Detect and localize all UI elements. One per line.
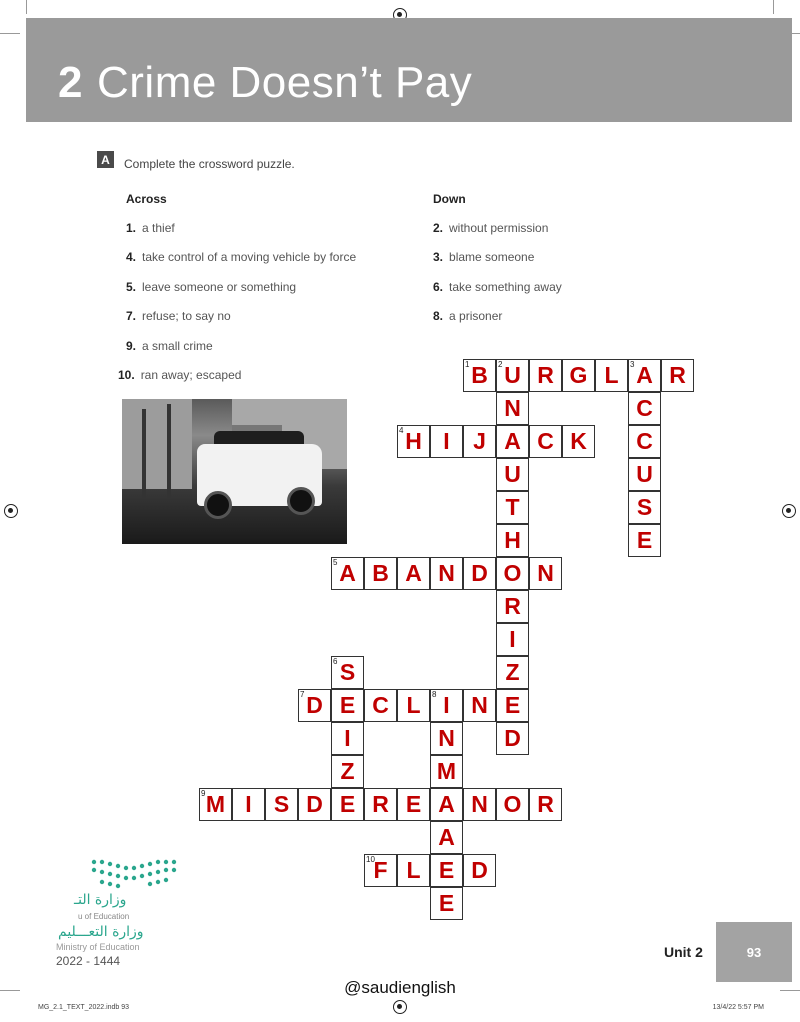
crossword-letter: R [537, 791, 554, 817]
crossword-letter: O [503, 560, 522, 586]
crossword-cell[interactable] [430, 557, 463, 590]
crossword-letter: I [443, 428, 450, 454]
crossword-cell[interactable] [496, 524, 529, 557]
crossword-letter: E [405, 791, 422, 817]
crossword-cell[interactable] [397, 854, 430, 887]
crossword-letter: S [273, 791, 290, 817]
crossword-letter: L [604, 362, 619, 388]
crossword-cell[interactable] [430, 854, 463, 887]
crossword-cell[interactable] [562, 425, 595, 458]
crossword-clue-number: 2 [498, 360, 503, 369]
across-clue: 7. refuse; to say no [126, 309, 231, 323]
crossword-letter: A [438, 824, 455, 850]
crossword-letter: U [636, 461, 653, 487]
crossword-cell[interactable] [463, 359, 496, 392]
down-clue: 6. take something away [433, 280, 562, 294]
crossword-cell[interactable] [397, 557, 430, 590]
crossword-cell[interactable] [397, 425, 430, 458]
crossword-letter: D [471, 560, 488, 586]
down-clue: 3. blame someone [433, 250, 535, 264]
crossword-cell[interactable] [364, 689, 397, 722]
crossword-cell[interactable] [628, 458, 661, 491]
crossword-letter: U [504, 461, 521, 487]
crossword-cell[interactable] [496, 788, 529, 821]
crossword-letter: A [438, 791, 455, 817]
crossword-cell[interactable] [463, 854, 496, 887]
crossword-letter: U [504, 362, 521, 388]
ministry-name-english: u of Education [78, 912, 130, 921]
unit-number: 2 [58, 58, 83, 107]
crossword-cell[interactable] [430, 755, 463, 788]
crossword-cell[interactable] [628, 524, 661, 557]
crossword-letter: F [373, 857, 388, 883]
social-handle: @saudienglish [344, 978, 456, 997]
crossword-cell[interactable] [496, 689, 529, 722]
crossword-letter: M [205, 791, 226, 817]
crossword-cell[interactable] [331, 656, 364, 689]
ministry-name-arabic: وزارة التـ [74, 892, 127, 908]
ministry-name-english-full: Ministry of Education [56, 942, 140, 952]
crossword-cell[interactable] [364, 557, 397, 590]
crossword-letter: N [471, 791, 488, 817]
crossword-letter: C [372, 692, 389, 718]
crossword-cell[interactable] [463, 788, 496, 821]
exercise-badge: A [97, 151, 114, 168]
crossword-letter: G [569, 362, 588, 388]
crossword-letter: C [636, 395, 653, 421]
crossword-cell[interactable] [397, 689, 430, 722]
crossword-clue-number: 5 [333, 558, 338, 567]
crossword-cell[interactable] [628, 425, 661, 458]
crossword-cell[interactable] [496, 623, 529, 656]
across-clue: 10. ran away; escaped [118, 368, 242, 382]
crossword-letter: E [339, 791, 356, 817]
crossword-clue-number: 4 [399, 426, 404, 435]
crossword-letter: N [438, 725, 455, 751]
ministry-logo-icon [90, 856, 182, 890]
ministry-logo [52, 852, 202, 972]
crossword-letter: H [504, 527, 521, 553]
crossword-letter: N [438, 560, 455, 586]
crossword-cell[interactable] [628, 359, 661, 392]
unit-label: Unit 2 [664, 944, 703, 960]
crossword-letter: R [372, 791, 389, 817]
crossword-cell[interactable] [496, 458, 529, 491]
across-clue: 4. take control of a moving vehicle by force [126, 250, 357, 264]
crossword-cell[interactable] [529, 359, 562, 392]
crossword-letter: S [636, 494, 653, 520]
crossword-cell[interactable] [496, 359, 529, 392]
crossword-cell[interactable] [628, 491, 661, 524]
crossword-cell[interactable] [331, 689, 364, 722]
crossword-letter: O [503, 791, 522, 817]
exercise-instruction: Complete the crossword puzzle. [124, 157, 295, 171]
crossword-clue-number: 10 [366, 855, 375, 864]
crossword-cell[interactable] [430, 887, 463, 920]
crossword-letter: B [471, 362, 488, 388]
crossword-cell[interactable] [628, 392, 661, 425]
crossword-cell[interactable] [430, 722, 463, 755]
crossword-letter: R [537, 362, 554, 388]
crossword-letter: N [471, 692, 488, 718]
crossword-letter: T [505, 494, 520, 520]
crossword-letter: R [669, 362, 686, 388]
crossword-cell[interactable] [562, 359, 595, 392]
crossword-letter: I [245, 791, 252, 817]
crossword-cell[interactable] [496, 590, 529, 623]
crossword-cell[interactable] [331, 722, 364, 755]
crossword-cell[interactable] [364, 788, 397, 821]
crossword-letter: M [436, 758, 457, 784]
page-number: 93 [716, 922, 792, 982]
academic-year: 2022 - 1444 [56, 954, 121, 968]
ministry-name-arabic-full: وزارة التعـــليم [58, 924, 144, 940]
crossword-clue-number: 3 [630, 360, 635, 369]
crossword-cell[interactable] [397, 788, 430, 821]
crossword-cell[interactable] [430, 425, 463, 458]
crossword-letter: E [438, 857, 455, 883]
crossword-letter: D [306, 692, 323, 718]
crossword-clue-number: 6 [333, 657, 338, 666]
crossword-letter: A [636, 362, 653, 388]
down-clue: 2. without permission [433, 221, 549, 235]
down-clue: 8. a prisoner [433, 309, 503, 323]
crossword-cell[interactable] [496, 425, 529, 458]
crossword-cell[interactable] [331, 557, 364, 590]
crossword-cell[interactable] [496, 491, 529, 524]
print-timestamp: 13/4/22 5:57 PM [712, 1004, 764, 1011]
crossword-letter: D [504, 725, 521, 751]
crossword-clue-number: 7 [300, 690, 305, 699]
crossword-letter: E [438, 890, 455, 916]
crossword-letter: D [471, 857, 488, 883]
across-clue: 5. leave someone or something [126, 280, 297, 294]
crossword-letter: E [339, 692, 356, 718]
crossword-clue-number: 8 [432, 690, 437, 699]
crossword-clue-number: 9 [201, 789, 206, 798]
crossword-letter: C [537, 428, 554, 454]
crossword-letter: I [344, 725, 351, 751]
crossword-cell[interactable] [529, 425, 562, 458]
crossword-letter: N [504, 395, 521, 421]
across-clue: 1. a thief [126, 221, 175, 235]
crossword-cell[interactable] [496, 656, 529, 689]
down-heading: Down [433, 192, 466, 206]
crossword-letter: E [504, 692, 521, 718]
crossword-cell[interactable] [463, 425, 496, 458]
crossword-letter: A [405, 560, 422, 586]
crossword-letter: I [509, 626, 516, 652]
crossword-letter: E [636, 527, 653, 553]
crossword-letter: L [406, 857, 421, 883]
across-heading: Across [126, 192, 167, 206]
crossword-cell[interactable] [298, 689, 331, 722]
crossword-cell[interactable] [463, 689, 496, 722]
crossword-cell[interactable] [265, 788, 298, 821]
crossword-cell[interactable] [595, 359, 628, 392]
crossword-letter: B [372, 560, 389, 586]
crossword-letter: H [405, 428, 422, 454]
crossword-cell[interactable] [364, 854, 397, 887]
crossword-letter: S [339, 659, 356, 685]
crossword-cell[interactable] [331, 788, 364, 821]
crossword-letter: K [570, 428, 587, 454]
crossword-cell[interactable] [529, 788, 562, 821]
crossword-cell[interactable] [430, 788, 463, 821]
crossword-letter: A [339, 560, 356, 586]
crossword-cell[interactable] [430, 821, 463, 854]
crossword-letter: N [537, 560, 554, 586]
crossword-letter: L [406, 692, 421, 718]
crossword-cell[interactable] [232, 788, 265, 821]
crossword-cell[interactable] [430, 689, 463, 722]
crossword-letter: Z [340, 758, 355, 784]
crossword-cell[interactable] [529, 557, 562, 590]
crossword-cell[interactable] [496, 557, 529, 590]
crossword-letter: J [473, 428, 486, 454]
crossword-cell[interactable] [496, 392, 529, 425]
crossword-letter: R [504, 593, 521, 619]
crossword-cell[interactable] [298, 788, 331, 821]
crossword-cell[interactable] [463, 557, 496, 590]
crossword-letter: A [504, 428, 521, 454]
crossword-letter: D [306, 791, 323, 817]
print-file-name: MG_2.1_TEXT_2022.indb 93 [38, 1004, 130, 1011]
crossword-cell[interactable] [199, 788, 232, 821]
crossword-cell[interactable] [496, 722, 529, 755]
crossword-cell[interactable] [331, 755, 364, 788]
crossword-cell[interactable] [661, 359, 694, 392]
crossword-letter: C [636, 428, 653, 454]
unit-title: Crime Doesn’t Pay [96, 58, 473, 107]
across-clue: 9. a small crime [126, 339, 213, 353]
crossword-clue-number: 1 [465, 360, 470, 369]
crossword-letter: I [443, 692, 450, 718]
crossword-letter: Z [505, 659, 520, 685]
